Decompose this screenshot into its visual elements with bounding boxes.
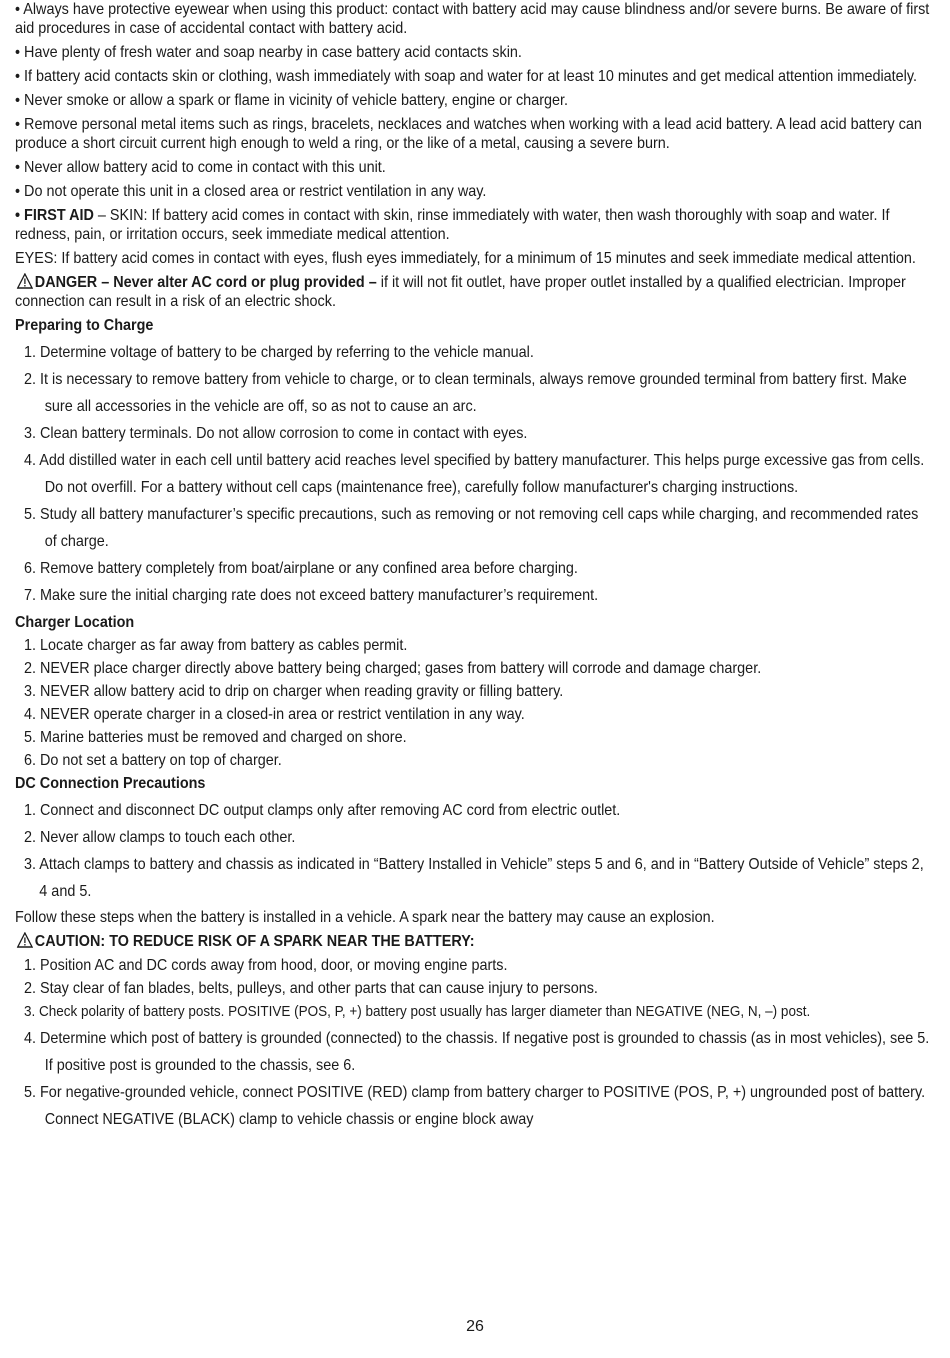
list-item: 5. Marine batteries must be removed and charged on shore. bbox=[24, 729, 407, 746]
list-item: 6. Do not set a battery on top of charger. bbox=[24, 752, 282, 769]
warning-triangle-icon bbox=[17, 932, 33, 948]
caution-label: CAUTION: TO REDUCE RISK OF A SPARK NEAR THE BATTERY: bbox=[34, 933, 475, 950]
bullet-item: • Have plenty of fresh water and soap nearby in case battery acid contacts skin. bbox=[15, 44, 522, 61]
manual-page bbox=[15, 0, 930, 1133]
section-heading: DC Connection Precautions bbox=[15, 775, 206, 792]
danger-label: DANGER – Never alter AC cord or plug provided – bbox=[34, 274, 377, 291]
danger-text: if it will not fit outlet, have proper outlet installed by a qualified electrician. Improper connection can result in a risk of an electric shock. bbox=[15, 274, 906, 310]
preparing-section bbox=[15, 316, 933, 609]
list-item: 6. Remove battery completely from boat/airplane or any confined area before charging. bbox=[24, 560, 578, 577]
list-item: 4. NEVER operate charger in a closed-in area or restrict ventilation in any way. bbox=[24, 706, 525, 723]
list-item: 2. It is necessary to remove battery from vehicle to charge, or to clean terminals, always remove grounded terminal from battery first. Make sure all accessories in the vehicle are off, so as not to cause an arc. bbox=[24, 371, 907, 415]
list-item: 3. Check polarity of battery posts. POSITIVE (POS, P, +) battery post usually has larger diameter than NEGATIVE (NEG, N, –) post. bbox=[24, 1003, 811, 1020]
warning-triangle-icon bbox=[17, 273, 33, 289]
section-heading: Preparing to Charge bbox=[15, 317, 154, 334]
list-item: 3. Attach clamps to battery and chassis as indicated in “Battery Installed in Vehicle” steps 5 and 6, and in “Battery Outside of Vehicle” steps 2, 4 and 5. bbox=[24, 856, 924, 900]
list-item: 4. Determine which post of battery is grounded (connected) to the chassis. If negative post is grounded to chassis (as in most vehicles), see 5. If positive post is grounded to the chassis, see 6. bbox=[24, 1030, 930, 1074]
list-item: 1. Connect and disconnect DC output clamps only after removing AC cord from electric outlet. bbox=[24, 802, 621, 819]
caution-notice bbox=[15, 932, 933, 951]
bullet-list bbox=[15, 0, 933, 311]
first-aid-skin bbox=[15, 206, 933, 244]
location-section bbox=[15, 613, 933, 770]
list-item: 5. For negative-grounded vehicle, connect POSITIVE (RED) clamp from battery charger to POSITIVE (POS, P, +) ungrounded post of battery. Connect NEGATIVE (BLACK) clamp to vehicle chassis or engine block away bbox=[24, 1084, 926, 1128]
first-aid-skin-text: – SKIN: If battery acid comes in contact with skin, rinse immediately with water, then wash thoroughly with soap and water. If redness, pain, or irritation occurs, seek immediate medical attention. bbox=[15, 207, 890, 243]
caution-section bbox=[15, 908, 933, 1133]
bullet-item: • Never allow battery acid to come in contact with this unit. bbox=[15, 159, 386, 176]
bullet-item: • Never smoke or allow a spark or flame in vicinity of vehicle battery, engine or charger. bbox=[15, 92, 569, 109]
bullet-item: • Do not operate this unit in a closed area or restrict ventilation in any way. bbox=[15, 183, 487, 200]
dc-section bbox=[15, 774, 933, 905]
list-item: 7. Make sure the initial charging rate does not exceed battery manufacturer’s requirement. bbox=[24, 587, 599, 604]
bullet-item: • If battery acid contacts skin or clothing, wash immediately with soap and water for at least 10 minutes and get medical attention immediately. bbox=[15, 68, 918, 85]
list-item: 1. Determine voltage of battery to be charged by referring to the vehicle manual. bbox=[24, 344, 534, 361]
list-item: 2. Never allow clamps to touch each other. bbox=[24, 829, 296, 846]
list-item: 4. Add distilled water in each cell until battery acid reaches level specified by battery manufacturer. This helps purge excessive gas from cells. Do not overfill. For a battery without cell caps (maintenance free), carefully follow manufacturer's charging instructions. bbox=[24, 452, 925, 496]
page-number: 26 bbox=[466, 1318, 484, 1335]
danger-notice bbox=[15, 273, 933, 311]
list-item: 3. NEVER allow battery acid to drip on charger when reading gravity or filling battery. bbox=[24, 683, 564, 700]
list-item: 1. Position AC and DC cords away from hood, door, or moving engine parts. bbox=[24, 957, 508, 974]
list-item: 2. NEVER place charger directly above battery being charged; gases from battery will corrode and damage charger. bbox=[24, 660, 762, 677]
first-aid-eyes: EYES: If battery acid comes in contact with eyes, flush eyes immediately, for a minimum of 15 minutes and seek immediate medical attention. bbox=[15, 250, 916, 267]
list-item: 3. Clean battery terminals. Do not allow corrosion to come in contact with eyes. bbox=[24, 425, 528, 442]
follow-text: Follow these steps when the battery is installed in a vehicle. A spark near the battery may cause an explosion. bbox=[15, 909, 715, 926]
list-item: 5. Study all battery manufacturer’s specific precautions, such as removing or not removing cell caps while charging, and recommended rates of charge. bbox=[24, 506, 919, 550]
bullet-item: • Always have protective eyewear when using this product: contact with battery acid may cause blindness and/or severe burns. Be aware of first aid procedures in case of accidental contact with battery acid. bbox=[15, 1, 930, 37]
list-item: 1. Locate charger as far away from battery as cables permit. bbox=[24, 637, 408, 654]
first-aid-label: • FIRST AID bbox=[15, 207, 94, 224]
section-heading: Charger Location bbox=[15, 614, 135, 631]
list-item: 2. Stay clear of fan blades, belts, pulleys, and other parts that can cause injury to persons. bbox=[24, 980, 598, 997]
bullet-item: • Remove personal metal items such as rings, bracelets, necklaces and watches when working with a lead acid battery. A lead acid battery can produce a short circuit current high enough to weld a ring, or the like of a metal, causing a severe burn. bbox=[15, 116, 922, 152]
